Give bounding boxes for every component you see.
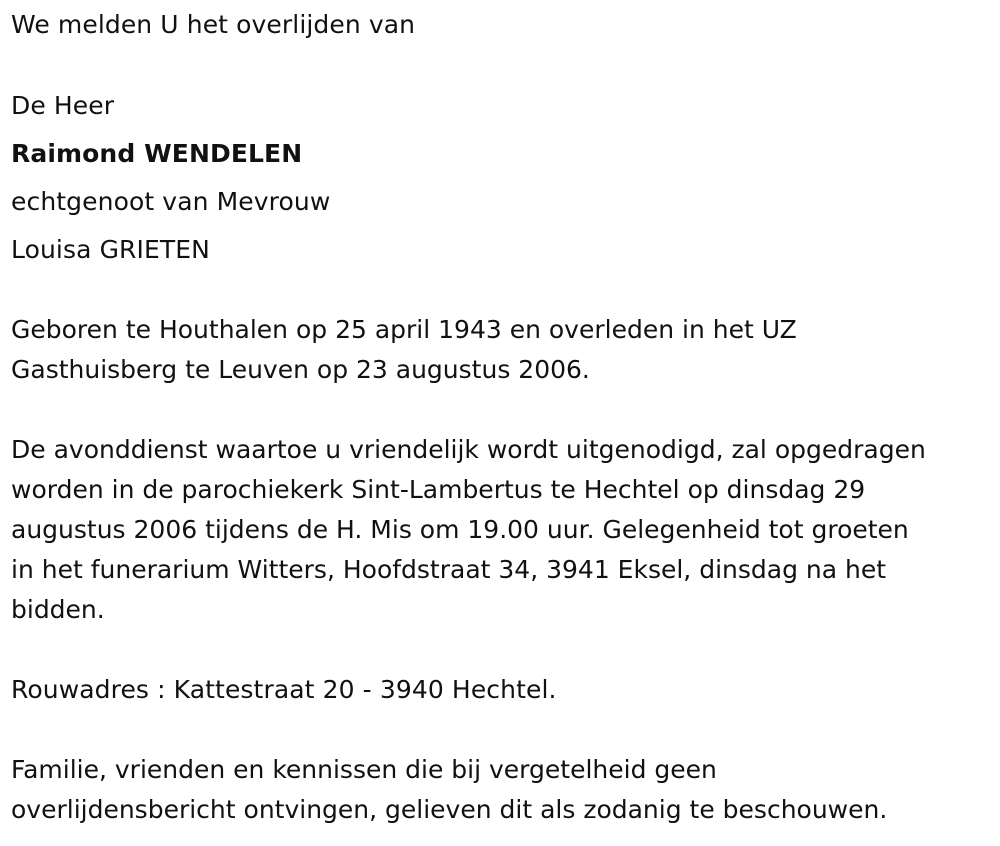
title-text: De Heer: [11, 91, 115, 120]
service-paragraph: [11, 430, 991, 630]
mourning-address: Rouwadres : Kattestraat 20 - 3940 Hechtel.: [11, 675, 557, 704]
spouse-label: echtgenoot van Mevrouw: [11, 187, 331, 216]
closing-paragraph: [11, 750, 991, 830]
paragraph-line: bidden.: [11, 595, 105, 624]
intro-text: We melden U het overlijden van: [11, 10, 416, 39]
paragraph-line: Gasthuisberg te Leuven op 23 augustus 2006.: [11, 355, 590, 384]
paragraph-line: overlijdensbericht ontvingen, gelieven dit als zodanig te beschouwen.: [11, 795, 888, 824]
paragraph-line: augustus 2006 tijdens de H. Mis om 19.00 uur. Gelegenheid tot groeten: [11, 515, 909, 544]
paragraph-line: Geboren te Houthalen op 25 april 1943 en overleden in het UZ: [11, 315, 797, 344]
paragraph-line: worden in de parochiekerk Sint-Lambertus te Hechtel op dinsdag 29: [11, 475, 866, 504]
birth-death-paragraph: [11, 310, 991, 390]
paragraph-line: De avonddienst waartoe u vriendelijk wordt uitgenodigd, zal opgedragen: [11, 435, 926, 464]
spouse-name: Louisa GRIETEN: [11, 235, 210, 264]
paragraph-line: Familie, vrienden en kennissen die bij vergetelheid geen: [11, 755, 717, 784]
deceased-name: Raimond WENDELEN: [11, 139, 303, 168]
paragraph-line: in het funerarium Witters, Hoofdstraat 34, 3941 Eksel, dinsdag na het: [11, 555, 887, 584]
